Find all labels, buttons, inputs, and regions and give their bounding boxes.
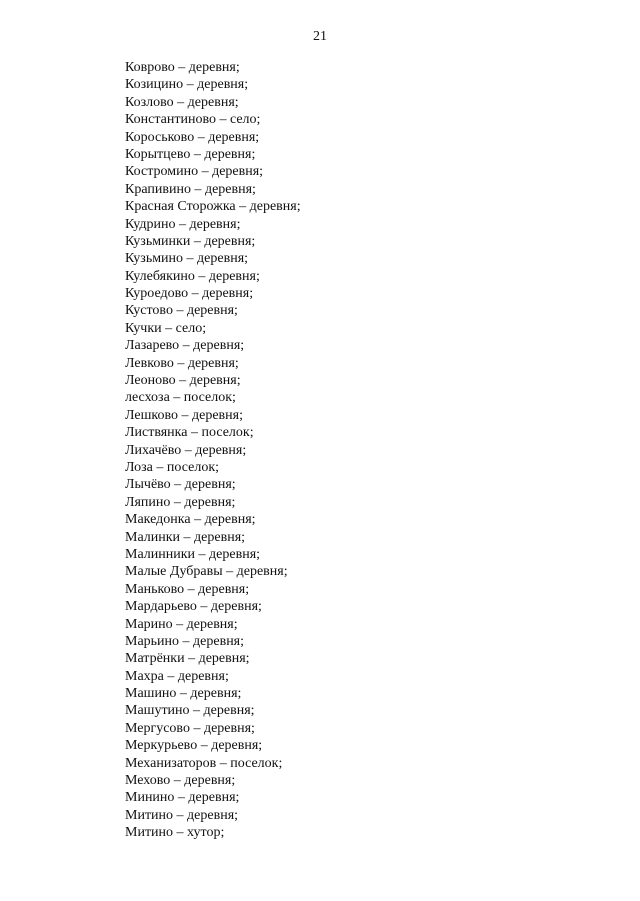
list-item: Короськово – деревня;: [125, 129, 260, 145]
list-item: Малые Дубравы – деревня;: [125, 564, 288, 580]
list-item: Красная Сторожка – деревня;: [125, 199, 301, 215]
list-item: Мергусово – деревня;: [125, 720, 255, 736]
list-item: Малинники – деревня;: [125, 546, 261, 562]
list-item: Кучки – село;: [125, 320, 207, 336]
page-number: 21: [313, 29, 327, 44]
list-item: Козицино – деревня;: [125, 77, 249, 93]
list-item: Лычёво – деревня;: [125, 477, 236, 493]
list-item: Минино – деревня;: [125, 790, 240, 806]
list-item: Македонка – деревня;: [125, 512, 256, 528]
settlement-list: [125, 59, 301, 842]
list-item: Куроедово – деревня;: [125, 286, 254, 302]
list-item: Костромино – деревня;: [125, 164, 264, 180]
list-item: Леоново – деревня;: [125, 373, 241, 389]
list-item: Константиново – село;: [125, 112, 261, 128]
list-item: Кузьмино – деревня;: [125, 251, 249, 267]
list-item: Кулебякино – деревня;: [125, 268, 260, 284]
list-item: Листвянка – поселок;: [125, 425, 254, 441]
list-item: Корытцево – деревня;: [125, 146, 256, 162]
list-item: Меркурьево – деревня;: [125, 738, 263, 754]
list-item: Левково – деревня;: [125, 355, 239, 371]
list-item: Мардарьево – деревня;: [125, 599, 262, 615]
list-item: Мехово – деревня;: [125, 773, 236, 789]
list-item: Механизаторов – поселок;: [125, 755, 283, 771]
list-item: Лоза – поселок;: [125, 459, 220, 475]
list-item: Марино – деревня;: [125, 616, 238, 632]
list-item: Ляпино – деревня;: [125, 494, 236, 510]
list-item: Кустово – деревня;: [125, 303, 238, 319]
list-item: Крапивино – деревня;: [125, 181, 256, 197]
list-item: Кузьминки – деревня;: [125, 233, 256, 249]
list-item: Митино – деревня;: [125, 807, 239, 823]
list-item: Кудрино – деревня;: [125, 216, 241, 232]
list-item: Маньково – деревня;: [125, 581, 250, 597]
list-item: Марьино – деревня;: [125, 633, 245, 649]
list-item: лесхоза – поселок;: [125, 390, 236, 406]
list-item: Матрёнки – деревня;: [125, 651, 250, 667]
list-item: Малинки – деревня;: [125, 529, 246, 545]
list-item: Машутино – деревня;: [125, 703, 255, 719]
list-item: Козлово – деревня;: [125, 94, 239, 110]
list-item: Митино – хутор;: [125, 825, 225, 841]
list-item: Лешково – деревня;: [125, 407, 243, 423]
list-item: Лазарево – деревня;: [125, 338, 245, 354]
list-item: Коврово – деревня;: [125, 60, 240, 75]
list-item: Лихачёво – деревня;: [125, 442, 247, 458]
list-item: Машино – деревня;: [125, 686, 242, 702]
list-item: Махра – деревня;: [125, 668, 229, 684]
